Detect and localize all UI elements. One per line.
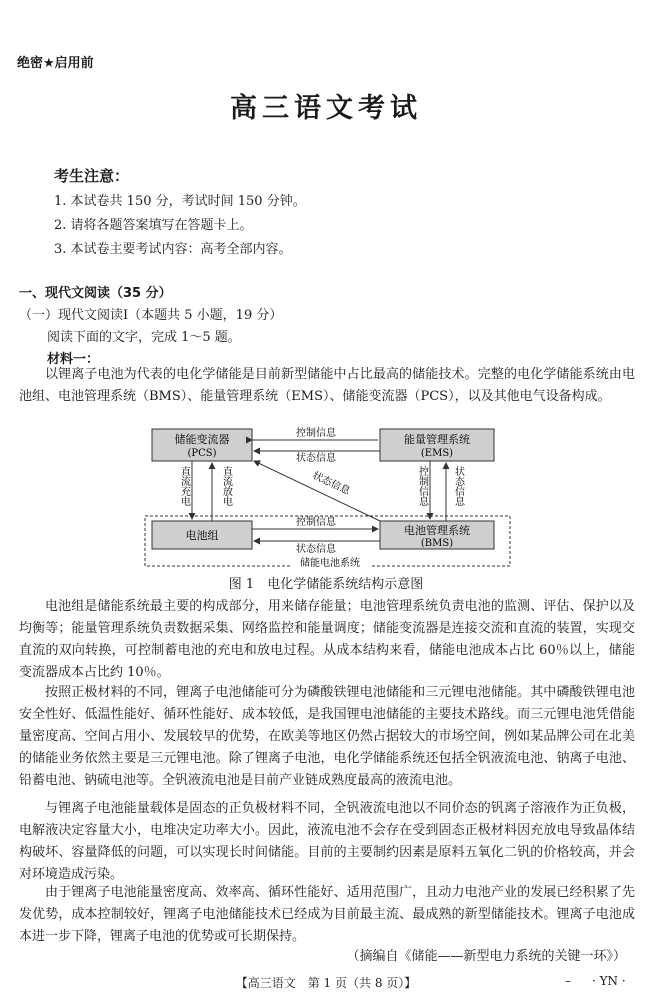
pcs-label: 储能变流器 (174, 433, 230, 446)
status-info-bottom: 状态信息 (296, 544, 336, 555)
paragraph-4: 与锂离子电池能量载体是固态的正负极材料不同，全钒液流电池以不同价态的钒离子溶液作为正负极，电解液决定容量大小，电堆决定功率大小。因此，液流电池不会存在受到固态正极材料因充放电导致晶体结构破坏、容量降低的问题，可以实现长时间储能。目前的主要制约因素是原料五氧化二钒的价格较高，并会对环境造成污染。 (19, 801, 635, 882)
ems-label: 能量管理系统 (404, 433, 470, 446)
control-info-bottom: 控制信息 (296, 517, 336, 528)
bms-abbr: (BMS) (420, 538, 454, 549)
notice-item: 2. 请将各题答案填写在答题卡上。 (54, 218, 253, 233)
battery-label: 电池组 (185, 529, 219, 542)
status-info-top: 状态信息 (296, 453, 336, 464)
source-citation: （摘编自《储能——新型电力系统的关键一环》） (346, 949, 626, 964)
pcs-abbr: (PCS) (187, 448, 217, 459)
system-label: 储能电池系统 (300, 558, 360, 569)
notice-item: 1. 本试卷共 150 分，考试时间 150 分钟。 (54, 194, 306, 209)
paragraph-2: 电池组是储能系统最主要的构成部分，用来储存能量；电池管理系统负责电池的监测、评估、保护以及均衡等；能量管理系统负责数据采集、网络监控和能量调度；储能变流器是连接交流和直流的装置，实现交直流的双向转换，可控制蓄电池的充电和放电过程。从成本结构来看，储能电池成本占比 60％以上，储能变流器成本占比约 10％。 (19, 599, 635, 680)
bms-label: 电池管理系统 (404, 524, 470, 537)
exam-title: 高三语文考试 (230, 93, 422, 124)
notice-item: 3. 本试卷主要考试内容：高考全部内容。 (54, 242, 292, 257)
material-label: 材料一： (47, 352, 100, 367)
ems-abbr: (EMS) (420, 448, 454, 459)
control-info-top: 控制信息 (296, 428, 336, 439)
paragraph-3: 按照正极材料的不同，锂离子电池储能可分为磷酸铁锂电池储能和三元锂电池储能。其中磷酸铁锂电池安全性好、低温性能好、循环性能好、成本较低，是我国锂电池储能的主要技术路线。而三元锂电池凭借能量密度高、空间占用小、发展较早的优势，在欧美等地区仍然占据较大的市场空间，例如某品牌公司在北美的储能业务依然主要是三元锂电池。除了锂离子电池，电化学储能系统还包括全钒液流电池、钠离子电池、铅蓄电池、钠硫电池等。全钒液流电池是目前产业链成熟度最高的液流电池。 (19, 685, 635, 788)
footer-code: · YN · (592, 974, 626, 988)
section-title: 一、现代文阅读（35 分） (19, 286, 172, 301)
dc-charge-label: 直流充电 (178, 466, 190, 506)
instruction: 阅读下面的文字，完成 1～5 题。 (47, 330, 241, 345)
status-info-diagonal: 状态信息 (310, 470, 352, 498)
dc-discharge-label: 直流放电 (220, 466, 232, 506)
notice-list (54, 190, 306, 262)
system-diagram (140, 424, 520, 574)
figure-caption: 图 1 电化学储能系统结构示意图 (228, 577, 424, 592)
footer-dash: – (565, 974, 571, 988)
paragraph-5: 由于锂离子电池能量密度高、效率高、循环性能好、适用范围广，且动力电池产业的发展已经积累了先发优势，成本控制较好，锂离子电池储能技术已经成为目前最主流、最成熟的新型储能技术。锂离子电池成本进一步下降，锂离子电池的优势或可长期保持。 (19, 885, 635, 944)
page-footer: 【高三语文 第 1 页（共 8 页）】 (235, 976, 417, 990)
status-info-right: 状态信息 (452, 466, 464, 506)
paragraph-1: 以锂离子电池为代表的电化学储能是目前新型储能中占比最高的储能技术。完整的电化学储能系统由电池组、电池管理系统（BMS）、能量管理系统（EMS）、储能变流器（PCS），以及其他电气设备构成。 (19, 367, 635, 404)
confidential-label: 绝密★启用前 (17, 56, 94, 71)
section-subtitle: （一）现代文阅读Ⅰ（本题共 5 小题，19 分） (19, 308, 283, 323)
notice-heading: 考生注意： (54, 167, 130, 185)
control-info-right: 控制信息 (416, 466, 428, 506)
status-arrow-diagonal (254, 461, 380, 521)
